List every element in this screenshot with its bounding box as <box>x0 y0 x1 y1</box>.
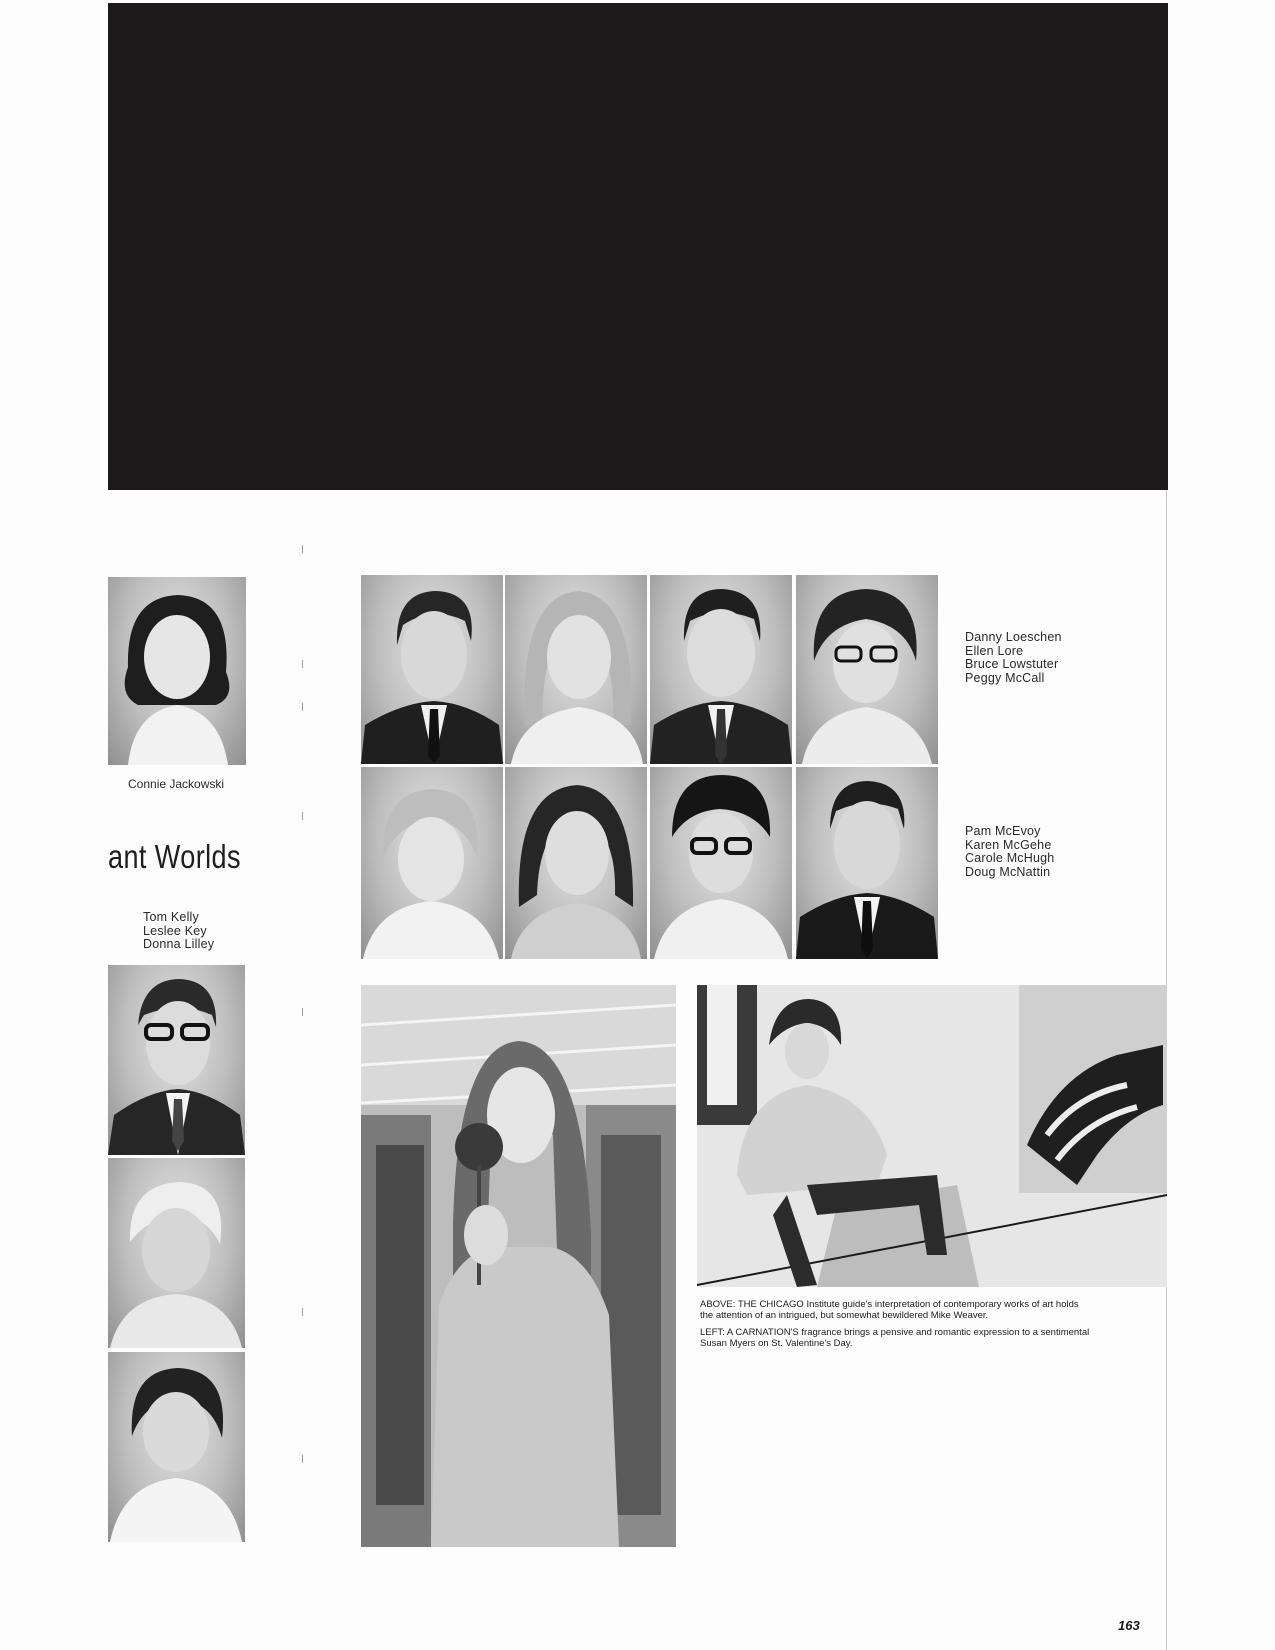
portrait-name: Donna Lilley <box>143 937 215 951</box>
carnation-photo <box>361 985 676 1547</box>
portrait-photo <box>796 575 938 764</box>
gutter-mark <box>302 660 303 668</box>
portrait-name: Leslee Key <box>143 923 207 938</box>
gutter-mark <box>302 1008 303 1016</box>
gutter-mark <box>302 1455 303 1463</box>
portrait-photo <box>650 767 792 959</box>
gutter-mark <box>302 545 303 553</box>
portrait-name: Danny Loeschen <box>965 630 1062 644</box>
photo-captions <box>700 1300 1090 1356</box>
name-list <box>965 631 1062 685</box>
portrait-name: Pam McEvoy <box>965 824 1041 838</box>
portrait-caption: Connie Jackowski <box>128 777 225 791</box>
portrait-photo <box>796 767 938 959</box>
name-list <box>965 825 1054 879</box>
section-heading: ant Worlds <box>108 838 241 875</box>
portrait-photo <box>108 1352 245 1542</box>
portrait-name: Ellen Lore <box>965 643 1024 658</box>
page-number: 163 <box>1118 1618 1140 1633</box>
portrait-photo <box>505 767 647 959</box>
caption-left: LEFT: A CARNATION'S fragrance brings a pensive and romantic expression to a sentimental Susan Myers on St. Valentine's Day. <box>700 1327 1090 1349</box>
portrait-photo <box>505 575 647 764</box>
portrait-name: Carole McHugh <box>965 851 1055 865</box>
portrait-photo <box>108 965 245 1155</box>
portrait-photo <box>650 575 792 764</box>
portrait-name: Doug McNattin <box>965 864 1051 879</box>
portrait-name: Bruce Lowstuter <box>965 657 1059 671</box>
portrait-name: Peggy McCall <box>965 670 1045 685</box>
black-photo-area <box>108 3 1168 490</box>
portrait-name: Tom Kelly <box>143 910 199 924</box>
caption-above: ABOVE: THE CHICAGO Institute guide's interpretation of contemporary works of art holds the attention of an intrigued, but somewhat bewildered Mike Weaver. <box>700 1299 1079 1321</box>
gutter-mark <box>302 812 303 820</box>
gutter-mark <box>302 1308 303 1316</box>
portrait-name: Karen McGehe <box>965 837 1052 852</box>
art-institute-photo <box>697 985 1167 1287</box>
portrait-photo <box>108 1158 245 1348</box>
gutter-mark <box>302 703 303 711</box>
portrait-photo <box>108 577 246 765</box>
portrait-photo <box>361 767 503 959</box>
name-list <box>143 911 214 952</box>
portrait-photo <box>361 575 503 764</box>
